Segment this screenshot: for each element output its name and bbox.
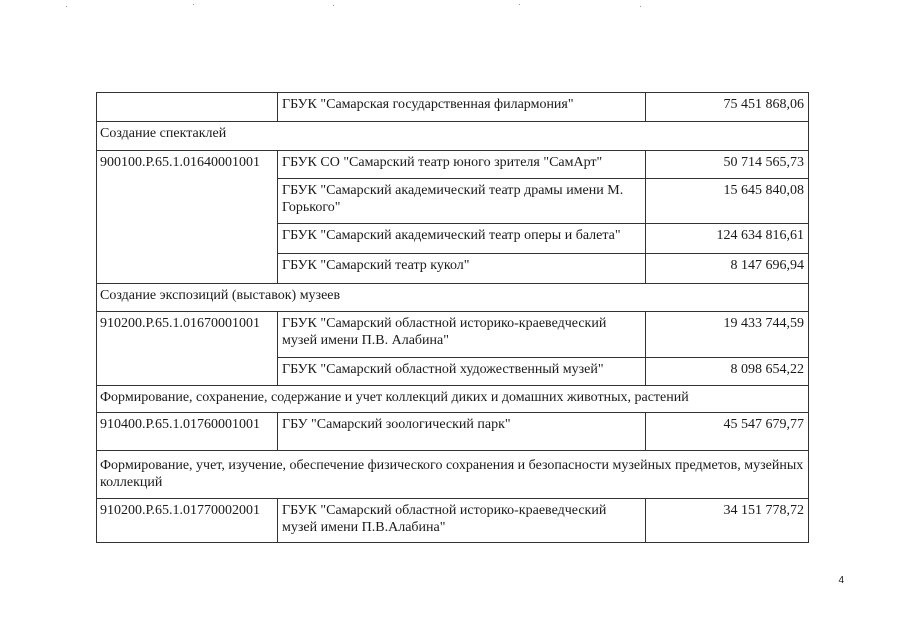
service-code-cell: 910200.Р.65.1.01770002001 (97, 499, 278, 543)
budget-table (96, 92, 809, 543)
section-title: Создание спектаклей (97, 122, 809, 151)
table-row (97, 312, 809, 358)
service-code-cell: 900100.Р.65.1.01640001001 (97, 151, 278, 284)
table-row (97, 413, 809, 451)
institution-name-cell: ГБУК "Самарский театр кукол" (278, 254, 646, 284)
institution-name-cell: ГБУ "Самарский зоологический парк" (278, 413, 646, 451)
institution-name-cell: ГБУК "Самарский академический театр оперы и балета" (278, 224, 646, 254)
amount-cell: 45 547 679,77 (646, 413, 809, 451)
table-row (97, 499, 809, 543)
amount-cell: 15 645 840,08 (646, 179, 809, 224)
scan-artifact (640, 6, 641, 7)
table-row (97, 93, 809, 122)
table-row (97, 151, 809, 179)
institution-name-cell: ГБУК "Самарский областной художественный музей" (278, 358, 646, 386)
scan-artifact (193, 4, 194, 5)
table-body (97, 93, 809, 543)
section-title: Формирование, сохранение, содержание и учет коллекций диких и домашних животных, растений (97, 386, 809, 413)
section-title: Формирование, учет, изучение, обеспечение физического сохранения и безопасности музейных предметов, музейных коллекций (97, 451, 809, 499)
section-title: Создание экспозиций (выставок) музеев (97, 284, 809, 312)
service-code-cell: 910400.Р.65.1.01760001001 (97, 413, 278, 451)
section-row (97, 122, 809, 151)
institution-name-cell: ГБУК "Самарский областной историко-краеведческий музей имени П.В. Алабина" (278, 312, 646, 358)
amount-cell: 8 098 654,22 (646, 358, 809, 386)
amount-cell: 75 451 868,06 (646, 93, 809, 122)
page-number: 4 (838, 575, 844, 586)
amount-cell: 50 714 565,73 (646, 151, 809, 179)
service-code-cell: 910200.Р.65.1.01670001001 (97, 312, 278, 386)
scan-artifact (333, 5, 334, 6)
amount-cell: 8 147 696,94 (646, 254, 809, 284)
scan-artifact (66, 6, 67, 7)
institution-name-cell: ГБУК СО "Самарский театр юного зрителя "СамАрт" (278, 151, 646, 179)
institution-name-cell: ГБУК "Самарский областной историко-краеведческий музей имени П.В.Алабина" (278, 499, 646, 543)
institution-name-cell: ГБУК "Самарский академический театр драмы имени М. Горького" (278, 179, 646, 224)
amount-cell: 19 433 744,59 (646, 312, 809, 358)
amount-cell: 34 151 778,72 (646, 499, 809, 543)
scan-artifact (519, 4, 520, 5)
amount-cell: 124 634 816,61 (646, 224, 809, 254)
section-row (97, 386, 809, 413)
institution-name-cell: ГБУК "Самарская государственная филармония" (278, 93, 646, 122)
section-row (97, 284, 809, 312)
service-code-cell (97, 93, 278, 122)
section-row (97, 451, 809, 499)
